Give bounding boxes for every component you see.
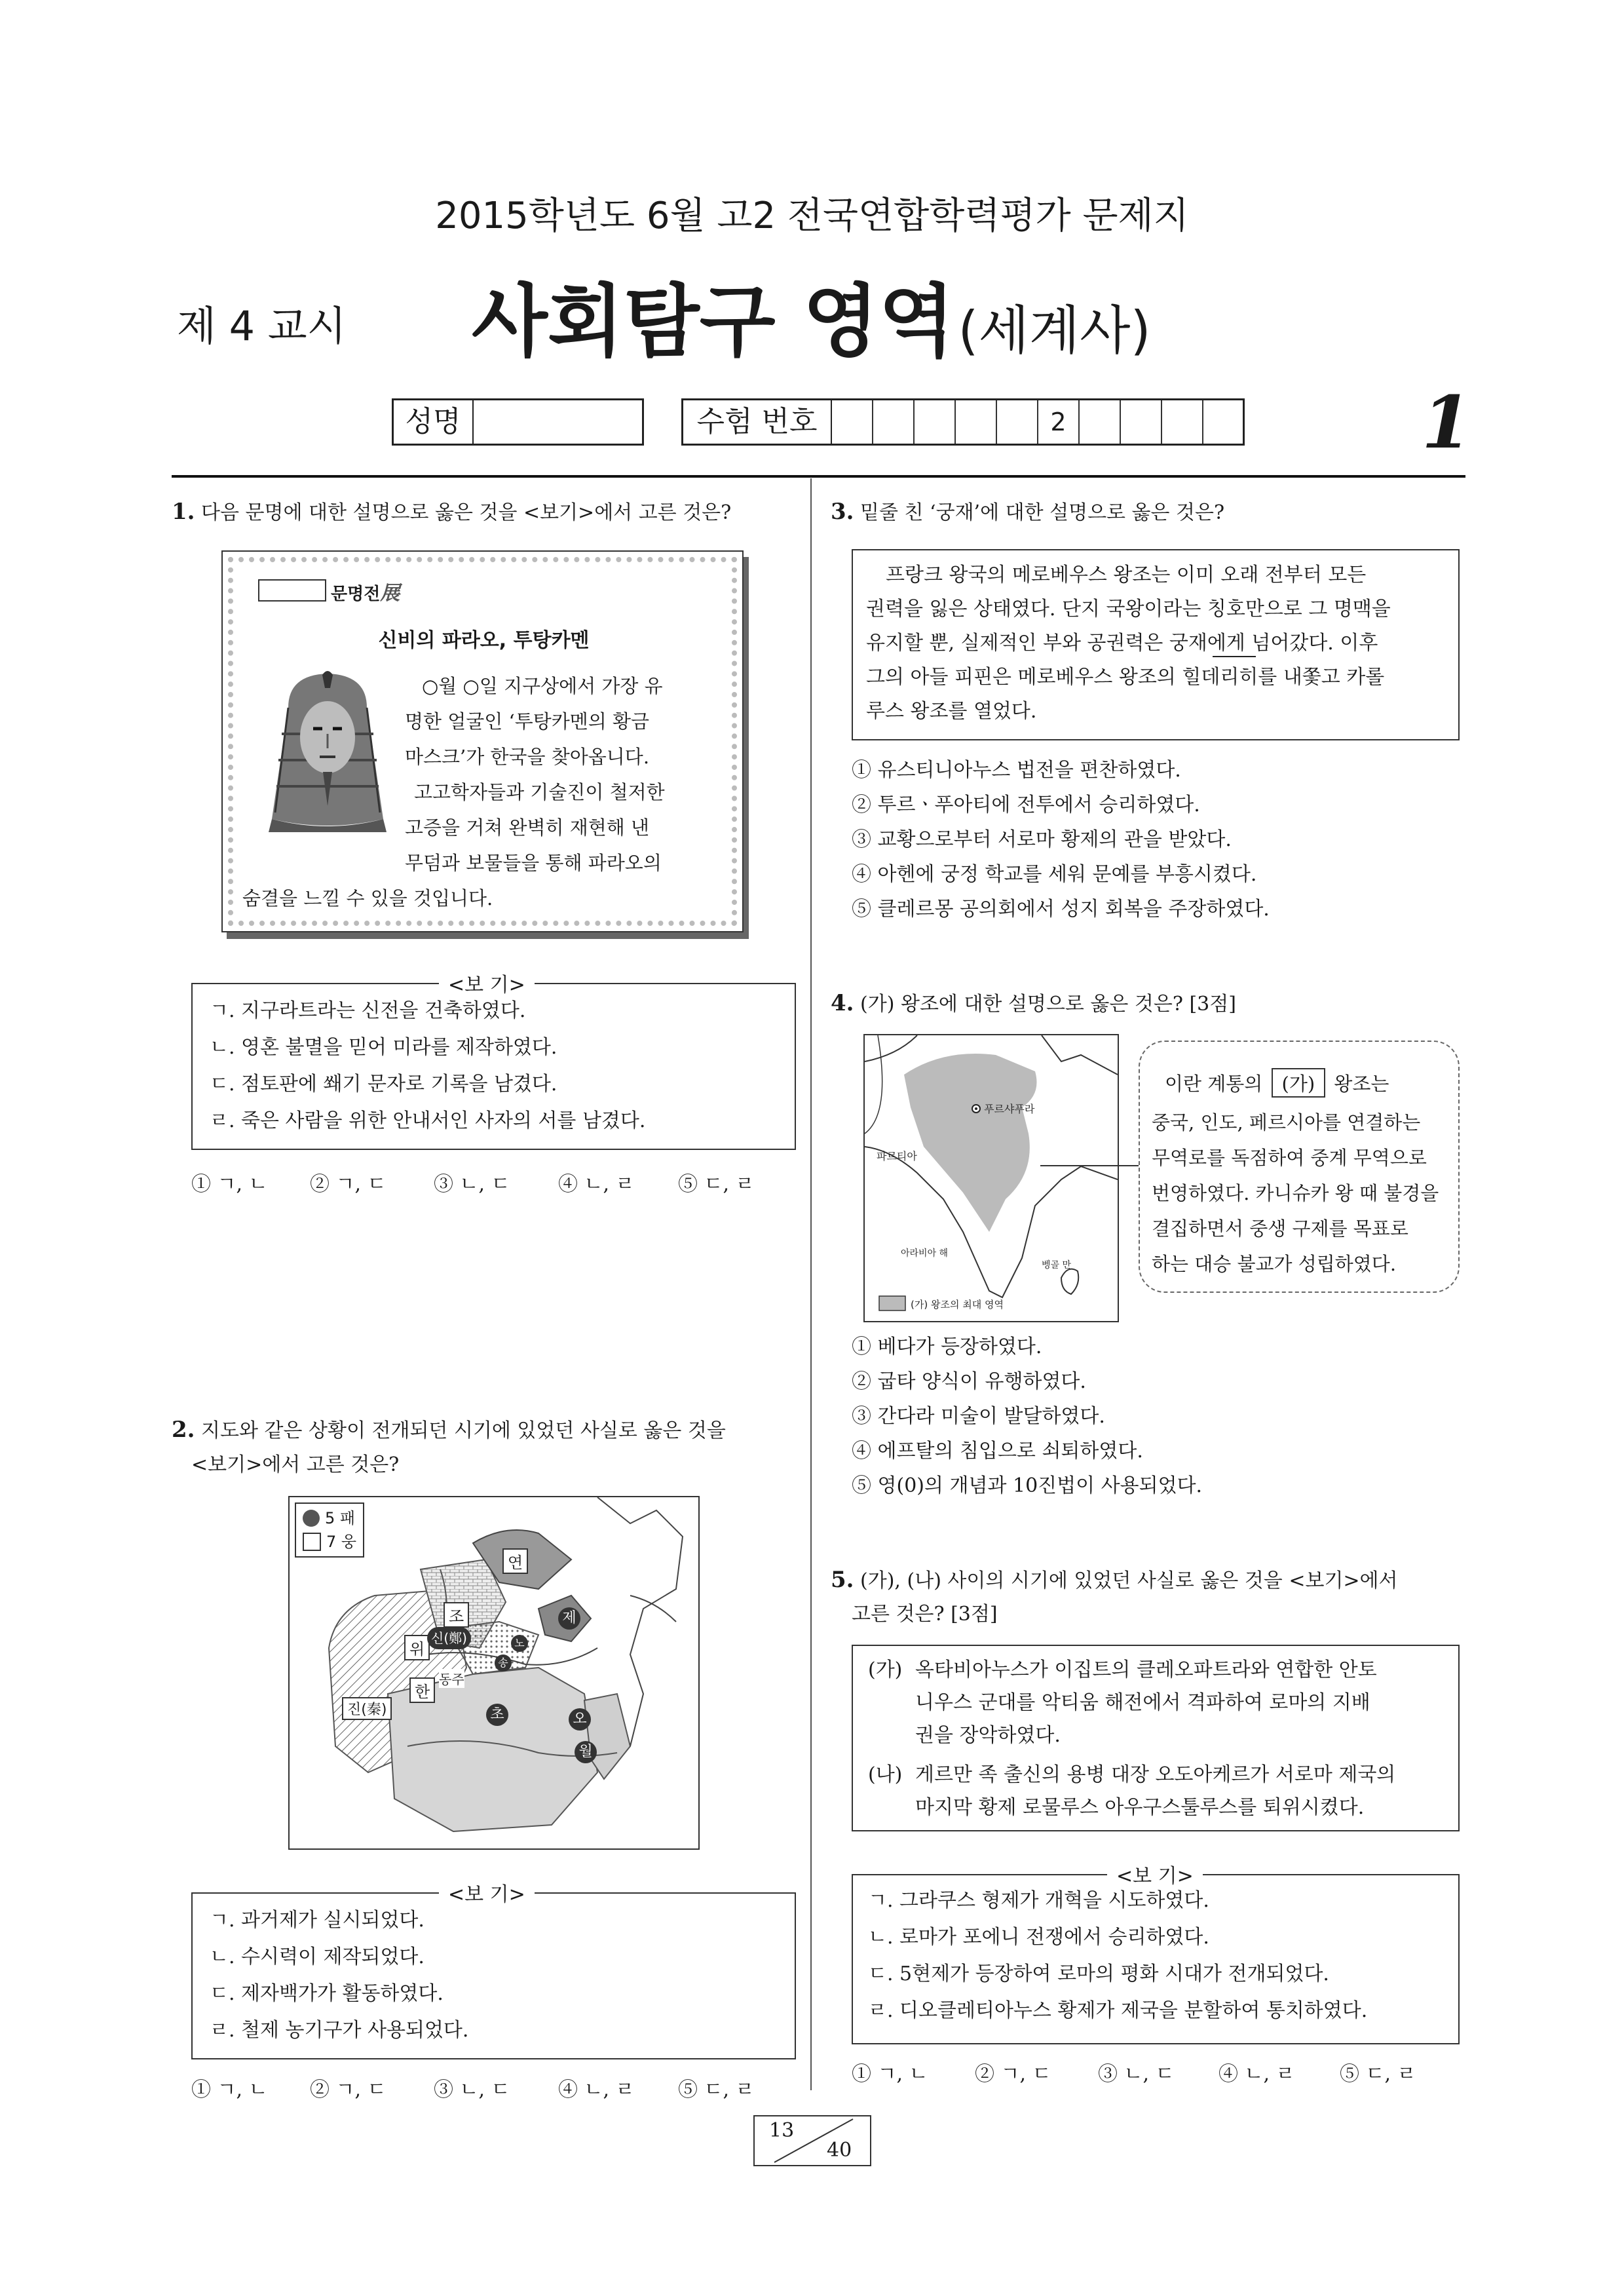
map-label-purushapura: 푸르샤푸라: [984, 1103, 1035, 1115]
exam-number-cell[interactable]: [832, 400, 873, 444]
q5-passage-ga: [868, 1654, 1377, 1752]
q4-option-4[interactable]: ④ 에프탈의 침입으로 쇠퇴하였다.: [852, 1440, 1143, 1463]
poster-line: 고고학자들과 기술진이 철저한: [414, 781, 665, 803]
callout-line: 하는 대승 불교가 성립하였다.: [1152, 1253, 1397, 1275]
subject-title: [472, 259, 1151, 372]
callout-blank: (가): [1272, 1068, 1326, 1098]
q5-bogi-title: <보 기>: [1107, 1860, 1203, 1888]
map-label-lu: 노: [511, 1635, 528, 1652]
poster-line: 고증을 거쳐 완벽히 재현해 낸: [405, 816, 650, 839]
passage-line: 유지할 뿐, 실제적인 부와 공권력은 궁재에게 넘어갔다. 이후: [866, 632, 1378, 655]
q2-stem: [172, 1413, 726, 1448]
q2-stem-line2: <보기>에서 고른 것은?: [191, 1453, 400, 1476]
map-label-bay-of-bengal: 벵골 만: [1042, 1260, 1072, 1271]
exam-subtitle: 2015학년도 6월 고2 전국연합학력평가 문제지: [435, 195, 1189, 237]
map-label-zhao: 조: [444, 1602, 469, 1628]
q4-option-2[interactable]: ② 굽타 양식이 유행하였다.: [852, 1370, 1086, 1393]
q2-bogi-item: ㄴ. 수시력이 제작되었다.: [210, 1945, 425, 1968]
exam-number-cell[interactable]: [1203, 400, 1243, 444]
q1-option-4[interactable]: ④ ㄴ, ㄹ: [558, 1173, 635, 1196]
q2-bogi-item: ㄱ. 과거제가 실시되었다.: [210, 1909, 425, 1932]
poster-line: 숨결을 느낄 수 있을 것입니다.: [242, 887, 493, 909]
subject-sub: (세계사): [958, 300, 1151, 361]
exam-number-cell[interactable]: [1121, 400, 1162, 444]
q1-poster: [221, 550, 744, 932]
exam-number-cell[interactable]: [915, 400, 956, 444]
period-label: 제 4 교시: [177, 302, 347, 350]
q4-pointer-line: [1040, 1165, 1139, 1166]
q2-warring-states-map: [288, 1496, 700, 1850]
poster-tag-box: [258, 579, 326, 602]
exam-number-cell[interactable]: [997, 400, 1038, 444]
q3-option-3[interactable]: ③ 교황으로부터 서로마 황제의 관을 받았다.: [852, 828, 1232, 851]
q5-bogi-item: ㄷ. 5현제가 등장하여 로마의 평화 시대가 전개되었다.: [868, 1962, 1329, 1985]
q1-text: 다음 문명에 대한 설명으로 옳은 것을 <보기>에서 고른 것은?: [201, 501, 732, 524]
ga-line: 권을 장악하였다.: [915, 1724, 1061, 1747]
q2-option-5[interactable]: ⑤ ㄷ, ㄹ: [678, 2078, 755, 2101]
poster-line: 무덤과 보물들을 통해 파라오의: [405, 852, 662, 874]
exam-number-cell[interactable]: [1162, 400, 1203, 444]
q3-passage: [866, 558, 1449, 729]
map-label-wu: 오: [569, 1708, 591, 1731]
q2-bogi-item: ㄹ. 철제 농기구가 사용되었다.: [210, 2019, 469, 2042]
q5-option-5[interactable]: ⑤ ㄷ, ㄹ: [1340, 2063, 1416, 2086]
na-line: 마지막 황제 로물루스 아우구스툴루스를 퇴위시켰다.: [915, 1796, 1365, 1819]
q5-stem-line2: 고른 것은? [3점]: [852, 1603, 998, 1626]
q3-option-1[interactable]: ① 유스티니아누스 법전을 편찬하였다.: [852, 759, 1181, 782]
q1-number: 1.: [172, 499, 195, 525]
callout-body: [1152, 1105, 1439, 1282]
q2-option-1[interactable]: ① ㄱ, ㄴ: [191, 2078, 268, 2101]
q4-kushan-map: [863, 1034, 1119, 1322]
q2-bogi-title: <보 기>: [439, 1878, 535, 1907]
legend-label: 5 패: [325, 1509, 356, 1527]
q4-option-5[interactable]: ⑤ 영(0)의 개념과 10진법이 사용되었다.: [852, 1474, 1203, 1497]
empty-square-icon: [303, 1533, 321, 1551]
q4-text: (가) 왕조에 대한 설명으로 옳은 것은? [3점]: [860, 993, 1236, 1016]
map-label-dongzhou: 동주: [439, 1669, 464, 1688]
q5-bogi-item: ㄴ. 로마가 포에니 전쟁에서 승리하였다.: [868, 1926, 1209, 1949]
callout-tail: 왕조는: [1334, 1073, 1389, 1095]
q3-text: 밑줄 친 ‘궁재’에 대한 설명으로 옳은 것은?: [860, 501, 1225, 524]
exam-number-box: [681, 398, 1245, 446]
map-label-xinzheng: 신(鄭): [427, 1627, 471, 1649]
map-label-qi: 제: [558, 1607, 580, 1630]
footer-page-current: 13: [769, 2119, 795, 2142]
callout-line: 중국, 인도, 페르시아를 연결하는: [1152, 1111, 1421, 1134]
legend-item-7ung: [303, 1530, 356, 1554]
callout-line: 번영하였다. 카니슈카 왕 때 불경을: [1152, 1182, 1439, 1204]
q5-bogi-item: ㄹ. 디오클레티아누스 황제가 제국을 분할하여 통치하였다.: [868, 1999, 1368, 2022]
map-label-yan: 연: [502, 1548, 528, 1574]
map-label-chu: 초: [486, 1704, 508, 1726]
exam-number-cell[interactable]: [873, 400, 915, 444]
poster-body: [242, 668, 727, 916]
legend-label: 7 웅: [326, 1533, 357, 1551]
header-rule: [172, 475, 1465, 478]
q5-number: 5.: [831, 1567, 854, 1593]
na-line: 게르만 족 출신의 용병 대장 오도아케르가 서로마 제국의: [915, 1763, 1396, 1786]
poster-title: 신비의 파라오, 투탕카멘: [378, 629, 590, 652]
passage-line: 프랑크 왕국의 메로베우스 왕조는 이미 오래 전부터 모든: [886, 564, 1367, 586]
q1-bogi-item: ㄴ. 영혼 불멸을 믿어 미라를 제작하였다.: [210, 1036, 557, 1059]
q4-number: 4.: [831, 990, 854, 1016]
q4-stem: [831, 986, 1236, 1022]
callout-first-line: [1165, 1068, 1389, 1098]
map-legend-label: (가) 왕조의 최대 영역: [911, 1299, 1004, 1311]
q3-stem: [831, 495, 1224, 530]
name-label: 성명: [394, 400, 474, 444]
q1-option-1[interactable]: ① ㄱ, ㄴ: [191, 1173, 268, 1196]
poster-line: 마스크’가 한국을 찾아옵니다.: [405, 746, 650, 768]
map-label-arabian-sea: 아라비아 해: [901, 1248, 949, 1259]
name-field[interactable]: [474, 400, 642, 444]
poster-line: 명한 얼굴인 ‘투탕카멘의 황금: [405, 710, 650, 733]
callout-line: 결집하면서 중생 구제를 목표로: [1152, 1217, 1408, 1240]
q5-option-4[interactable]: ④ ㄴ, ㄹ: [1218, 2063, 1295, 2086]
column-divider: [810, 478, 812, 2090]
q4-callout: [1139, 1041, 1460, 1293]
subject-main: 사회탐구 영역: [472, 277, 955, 368]
q1-bogi-item: ㄹ. 죽은 사람을 위한 안내서인 사자의 서를 남겼다.: [210, 1109, 646, 1132]
ga-line: 니우스 군대를 악티움 해전에서 격파하여 로마의 지배: [915, 1691, 1370, 1714]
passage-line: 루스 왕조를 열었다.: [866, 700, 1037, 723]
q5-option-2[interactable]: ② ㄱ, ㄷ: [975, 2063, 1051, 2086]
q5-option-1[interactable]: ① ㄱ, ㄴ: [852, 2063, 928, 2086]
passage-line: 권력을 잃은 상태였다. 단지 국왕이라는 칭호만으로 그 명맥을: [866, 598, 1391, 621]
ga-line: 옥타비아누스가 이집트의 클레오파트라와 연합한 안토: [915, 1658, 1377, 1681]
passage-line: 그의 아들 피핀은 메로베우스 왕조의 힐데리히를 내쫓고 카롤: [866, 666, 1385, 689]
page-number: 1: [1422, 380, 1472, 465]
exam-number-fixed-digit: 2: [1038, 400, 1080, 444]
q1-bogi-item: ㄷ. 점토판에 쐐기 문자로 기록을 남겼다.: [210, 1073, 557, 1096]
q5-bogi-item: ㄱ. 그라쿠스 형제가 개혁을 시도하였다.: [868, 1889, 1209, 1912]
q5-passage-na: [868, 1759, 1395, 1824]
q3-option-2[interactable]: ② 투르ㆍ푸아티에 전투에서 승리하였다.: [852, 794, 1200, 816]
map-label-parthia: 파르티아: [877, 1150, 917, 1162]
exam-number-label: 수험 번호: [683, 400, 832, 444]
map-label-han: 한: [409, 1677, 435, 1703]
q2-option-4[interactable]: ④ ㄴ, ㄹ: [558, 2078, 635, 2101]
callout-lead: 이란 계통의: [1165, 1073, 1263, 1095]
q1-bogi-title: <보 기>: [439, 968, 535, 997]
map-label-wei: 위: [404, 1635, 430, 1660]
q5-option-3[interactable]: ③ ㄴ, ㄷ: [1098, 2063, 1175, 2086]
map-legend: [295, 1502, 364, 1558]
exam-number-cell[interactable]: [956, 400, 997, 444]
map-label-qin: 진(秦): [342, 1697, 392, 1720]
filled-circle-icon: [303, 1510, 320, 1527]
q3-option-4[interactable]: ④ 아헨에 궁정 학교를 세워 문예를 부흥시켰다.: [852, 863, 1257, 886]
poster-line: ○월 ○일 지구상에서 가장 유: [422, 675, 663, 697]
q2-text-line1: 지도와 같은 상황이 전개되던 시기에 있었던 사실로 옳은 것을: [201, 1419, 726, 1442]
exam-number-cell[interactable]: [1080, 400, 1121, 444]
name-box: [392, 398, 644, 446]
q2-option-3[interactable]: ③ ㄴ, ㄷ: [434, 2078, 510, 2101]
map-label-yue: 월: [575, 1741, 597, 1763]
poster-tag-text: 문명전: [331, 584, 381, 604]
q2-option-2[interactable]: ② ㄱ, ㄷ: [310, 2078, 387, 2101]
q2-number: 2.: [172, 1417, 195, 1443]
q3-underline-gungjae: [1213, 656, 1256, 657]
footer-page-box: [753, 2115, 871, 2166]
footer-page-total: 40: [827, 2139, 852, 2162]
q1-stem: [172, 495, 731, 530]
q1-option-2[interactable]: ② ㄱ, ㄷ: [310, 1173, 387, 1196]
ga-label: (가): [868, 1658, 903, 1681]
q4-option-3[interactable]: ③ 간다라 미술이 발달하였다.: [852, 1405, 1105, 1428]
q1-option-5[interactable]: ⑤ ㄷ, ㄹ: [678, 1173, 755, 1196]
q3-option-5[interactable]: ⑤ 클레르몽 공의회에서 성지 회복을 주장하였다.: [852, 898, 1270, 921]
q1-bogi-item: ㄱ. 지구라트라는 신전을 건축하였다.: [210, 999, 526, 1022]
q2-bogi-item: ㄷ. 제자백가가 활동하였다.: [210, 1982, 444, 2005]
q3-number: 3.: [831, 499, 854, 525]
q5-stem: [831, 1563, 1398, 1598]
map-label-song: 송: [495, 1655, 512, 1672]
q1-option-3[interactable]: ③ ㄴ, ㄷ: [434, 1173, 510, 1196]
legend-item-5pae: [303, 1506, 356, 1530]
poster-tag-deco: 展: [380, 582, 400, 605]
callout-line: 무역로를 독점하여 중계 무역으로: [1152, 1147, 1427, 1169]
na-label: (나): [868, 1763, 903, 1786]
poster-tag: [331, 577, 400, 605]
q5-text-line1: (가), (나) 사이의 시기에 있었던 사실로 옳은 것을 <보기>에서: [860, 1569, 1398, 1592]
q4-option-1[interactable]: ① 베다가 등장하였다.: [852, 1335, 1042, 1358]
